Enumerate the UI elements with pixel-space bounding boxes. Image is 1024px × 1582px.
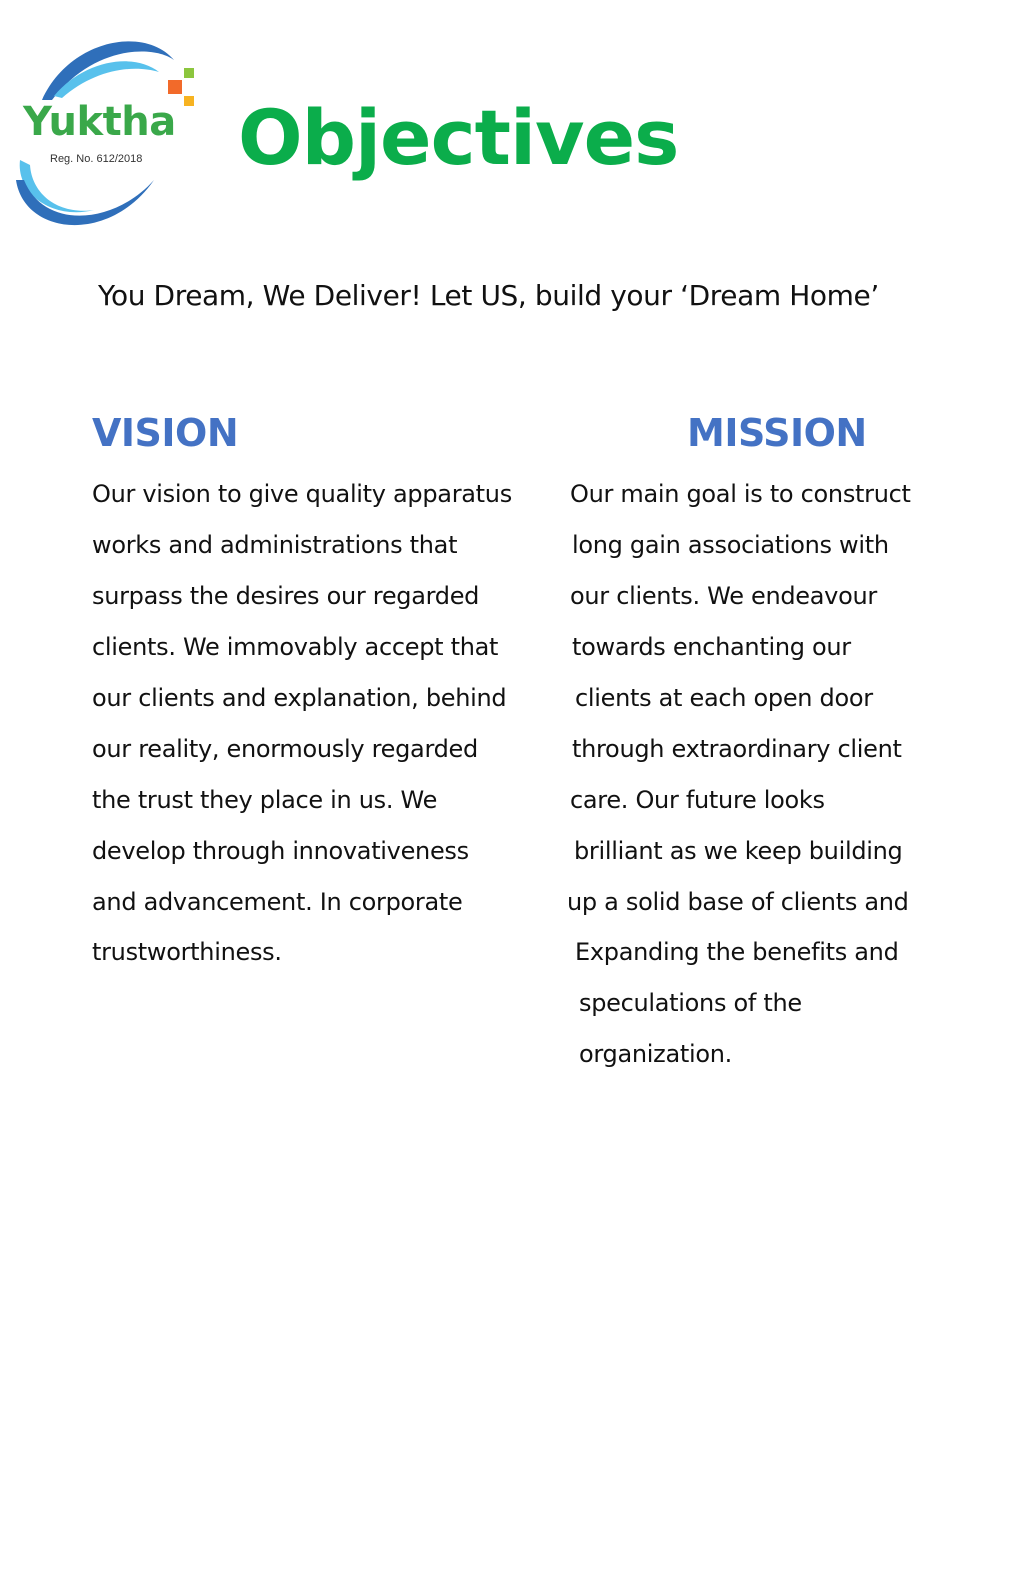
mission-line: Expanding the benefits and bbox=[575, 938, 899, 966]
mission-line: speculations of the bbox=[579, 989, 802, 1017]
mission-line: Our main goal is to construct bbox=[570, 480, 911, 508]
logo-reg-number: Reg. No. 612/2018 bbox=[50, 153, 143, 165]
vision-line: our reality, enormously regarded bbox=[92, 735, 478, 763]
yuktha-logo bbox=[14, 30, 204, 240]
mission-line: brilliant as we keep building bbox=[574, 837, 903, 865]
vision-line: and advancement. In corporate bbox=[92, 888, 463, 916]
vision-line: Our vision to give quality apparatus bbox=[92, 480, 512, 508]
mission-line: through extraordinary client bbox=[572, 735, 902, 763]
mission-heading: MISSION bbox=[687, 411, 867, 455]
vision-line: trustworthiness. bbox=[92, 938, 282, 966]
vision-heading: VISION bbox=[92, 411, 239, 455]
page-title: Objectives bbox=[238, 93, 679, 182]
mission-line: our clients. We endeavour bbox=[570, 582, 877, 610]
vision-line: our clients and explanation, behind bbox=[92, 684, 507, 712]
mission-line: towards enchanting our bbox=[572, 633, 851, 661]
tagline: You Dream, We Deliver! Let US, build your ‘Dream Home’ bbox=[98, 279, 879, 312]
mission-line: clients at each open door bbox=[575, 684, 873, 712]
vision-line: the trust they place in us. We bbox=[92, 786, 438, 814]
vision-line: works and administrations that bbox=[92, 531, 458, 559]
mission-line: organization. bbox=[579, 1040, 732, 1068]
vision-line: clients. We immovably accept that bbox=[92, 633, 499, 661]
vision-line: develop through innovativeness bbox=[92, 837, 469, 865]
mission-line: up a solid base of clients and bbox=[567, 888, 909, 916]
logo-name: Yuktha bbox=[23, 99, 176, 145]
mission-line: care. Our future looks bbox=[570, 786, 825, 814]
mission-line: long gain associations with bbox=[572, 531, 889, 559]
vision-line: surpass the desires our regarded bbox=[92, 582, 480, 610]
